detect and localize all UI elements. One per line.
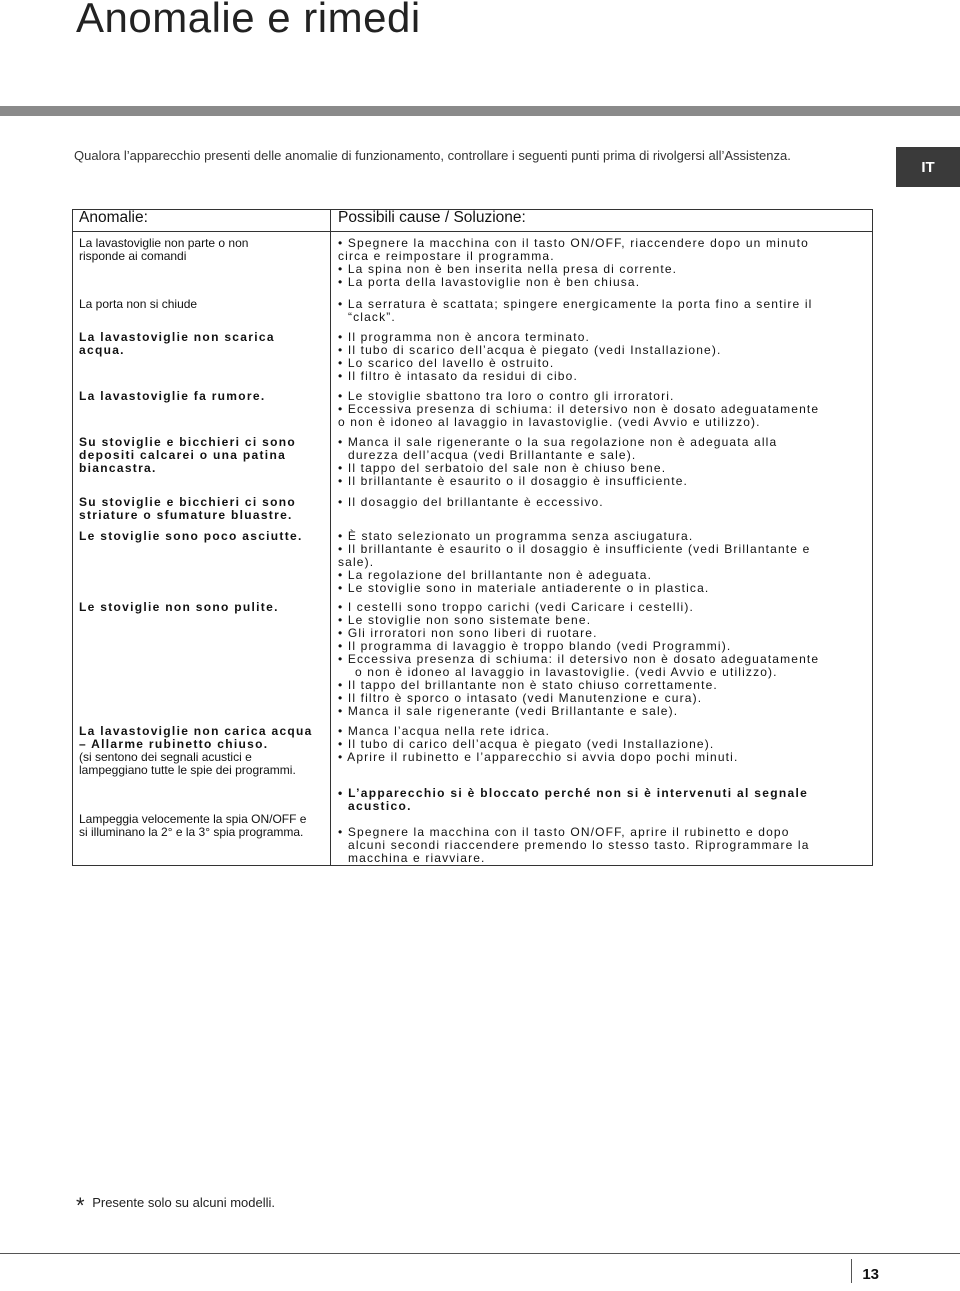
anomaly-cell (79, 331, 324, 357)
cause-line: • Il tubo di carico dell’acqua è piegato (vedi Installazione). (338, 737, 715, 751)
anomaly-cell (79, 436, 324, 475)
causes-cell (338, 530, 868, 595)
cause-line: • La spina non è ben inserita nella presa di corrente. (338, 262, 678, 276)
anomaly-line: La porta non si chiude (79, 297, 198, 311)
anomaly-line: striature o sfumature bluastre. (79, 508, 293, 522)
page-title: Anomalie e rimedi (76, 0, 421, 41)
header-divider-bar (0, 106, 960, 116)
cause-line: circa e reimpostare il programma. (338, 249, 555, 263)
anomaly-line: biancastra. (79, 461, 157, 475)
cause-line: • Il dosaggio del brillantante è eccessivo. (338, 495, 604, 509)
cause-line: “clack”. (348, 310, 396, 324)
causes-cell (338, 237, 868, 289)
cause-line: sale). (338, 555, 375, 569)
intro-text: Qualora l’apparecchio presenti delle anomalie di funzionamento, controllare i seguenti punti prima di rivolgersi all’Assistenza. (74, 148, 791, 163)
language-tab (896, 147, 960, 187)
cause-line: • Il tappo del brillantante non è stato chiuso correttamente. (338, 678, 718, 692)
anomaly-line: Le stoviglie sono poco asciutte. (79, 529, 303, 543)
troubleshooting-table (72, 209, 873, 866)
cause-line: o non è idoneo al lavaggio in lavastoviglie. (vedi Avvio e utilizzo). (338, 415, 761, 429)
cause-line: • Il tubo di scarico dell’acqua è piegato (vedi Installazione). (338, 343, 722, 357)
anomaly-line: Su stoviglie e bicchieri ci sono (79, 495, 296, 509)
cause-line: • È stato selezionato un programma senza asciugatura. (338, 529, 694, 543)
cause-line: • Le stoviglie non sono sistemate bene. (338, 613, 592, 627)
cause-line: • Eccessiva presenza di schiuma: il detersivo non è dosato adeguatamente (338, 652, 820, 666)
header-cause-soluzione: Possibili cause / Soluzione: (338, 209, 526, 226)
anomaly-cell (79, 813, 324, 839)
causes-cell (338, 826, 868, 865)
cause-line: durezza dell’acqua (vedi Brillantante e sale). (348, 448, 637, 462)
cause-line: • Gli irroratori non sono liberi di ruotare. (338, 626, 598, 640)
anomaly-line: Su stoviglie e bicchieri ci sono (79, 435, 296, 449)
language-label: IT (921, 158, 935, 176)
cause-line: • Il programma di lavaggio è troppo blando (vedi Programmi). (338, 639, 732, 653)
causes-cell (338, 725, 868, 764)
page-number: 13 (851, 1259, 879, 1283)
anomaly-note-line: (si sentono dei segnali acustici e (79, 750, 252, 764)
anomaly-cell (79, 390, 324, 403)
cause-line: macchina e riavviare. (348, 851, 486, 865)
cause-line: • Il brillantante è esaurito o il dosaggio è insufficiente. (338, 474, 689, 488)
anomaly-line: La lavastoviglie non scarica (79, 330, 275, 344)
anomaly-line: Le stoviglie non sono pulite. (79, 600, 279, 614)
causes-cell (338, 436, 868, 488)
cause-line: • La regolazione del brillantante non è adeguata. (338, 568, 653, 582)
causes-cell (338, 331, 868, 383)
cause-line: • Spegnere la macchina con il tasto ON/OFF, aprire il rubinetto e dopo (338, 825, 790, 839)
footnote-asterisk: * (76, 1193, 85, 1218)
anomaly-line: – Allarme rubinetto chiuso. (79, 737, 269, 751)
footer-rule (0, 1253, 960, 1254)
anomaly-line: La lavastoviglie non parte o non (79, 236, 249, 250)
anomaly-line: Lampeggia velocemente la spia ON/OFF e (79, 812, 307, 826)
cause-bold-line: acustico. (348, 799, 412, 813)
cause-line: • Il filtro è sporco o intasato (vedi Manutenzione e cura). (338, 691, 703, 705)
cause-line: o non è idoneo al lavaggio in lavastoviglie. (vedi Avvio e utilizzo). (355, 665, 778, 679)
anomaly-cell (79, 530, 324, 543)
anomaly-note-line: lampeggiano tutte le spie dei programmi. (79, 763, 296, 777)
cause-line: • Il tappo del serbatoio del sale non è chiuso bene. (338, 461, 667, 475)
cause-line: • I cestelli sono troppo carichi (vedi Caricare i cestelli). (338, 600, 694, 614)
causes-cell (338, 390, 868, 429)
cause-line: • Le stoviglie sbattono tra loro o contro gli irroratori. (338, 389, 675, 403)
cause-line: • Lo scarico del lavello è ostruito. (338, 356, 555, 370)
header-rule (73, 231, 872, 232)
cause-line: • La porta della lavastoviglie non è ben chiusa. (338, 275, 641, 289)
anomaly-line: La lavastoviglie non carica acqua (79, 724, 313, 738)
footnote-text: Presente solo su alcuni modelli. (92, 1195, 276, 1210)
causes-bold-cell (338, 787, 868, 813)
cause-line: • Il brillantante è esaurito o il dosaggio è insufficiente (vedi Brillantante e (338, 542, 811, 556)
cause-line: • Spegnere la macchina con il tasto ON/OFF, riaccendere dopo un minuto (338, 236, 809, 250)
anomaly-line: si illuminano la 2° e la 3° spia programma. (79, 825, 304, 839)
causes-cell (338, 601, 868, 718)
causes-cell (338, 298, 868, 324)
cause-line: • Eccessiva presenza di schiuma: il detersivo non è dosato adeguatamente (338, 402, 820, 416)
cause-bold-line: • L’apparecchio si è bloccato perché non si è intervenuti al segnale (338, 786, 809, 800)
anomaly-cell (79, 601, 324, 614)
anomaly-line: risponde ai comandi (79, 249, 187, 263)
anomaly-line: depositi calcarei o una patina (79, 448, 287, 462)
anomaly-cell (79, 725, 324, 777)
cause-line: • Manca il sale rigenerante (vedi Brillantante e sale). (338, 704, 679, 718)
cause-line: • Il programma non è ancora terminato. (338, 330, 591, 344)
cause-line: • Aprire il rubinetto e l’apparecchio si avvia dopo pochi minuti. (338, 750, 739, 764)
anomaly-line: La lavastoviglie fa rumore. (79, 389, 266, 403)
cause-line: • Le stoviglie sono in materiale antiaderente o in plastica. (338, 581, 710, 595)
anomaly-cell (79, 496, 324, 522)
cause-line: alcuni secondi riaccendere premendo lo stesso tasto. Riprogrammare la (348, 838, 810, 852)
anomaly-cell (79, 298, 324, 311)
cause-line: • Manca il sale rigenerante o la sua regolazione non è adeguata alla (338, 435, 778, 449)
column-divider (330, 210, 331, 865)
cause-line: • Manca l’acqua nella rete idrica. (338, 724, 551, 738)
cause-line: • Il filtro è intasato da residui di cibo. (338, 369, 578, 383)
anomaly-line: acqua. (79, 343, 125, 357)
footnote (76, 1193, 275, 1219)
anomaly-cell (79, 237, 324, 263)
causes-cell (338, 496, 868, 509)
header-anomalie: Anomalie: (79, 209, 148, 226)
cause-line: • La serratura è scattata; spingere energicamente la porta fino a sentire il (338, 297, 813, 311)
